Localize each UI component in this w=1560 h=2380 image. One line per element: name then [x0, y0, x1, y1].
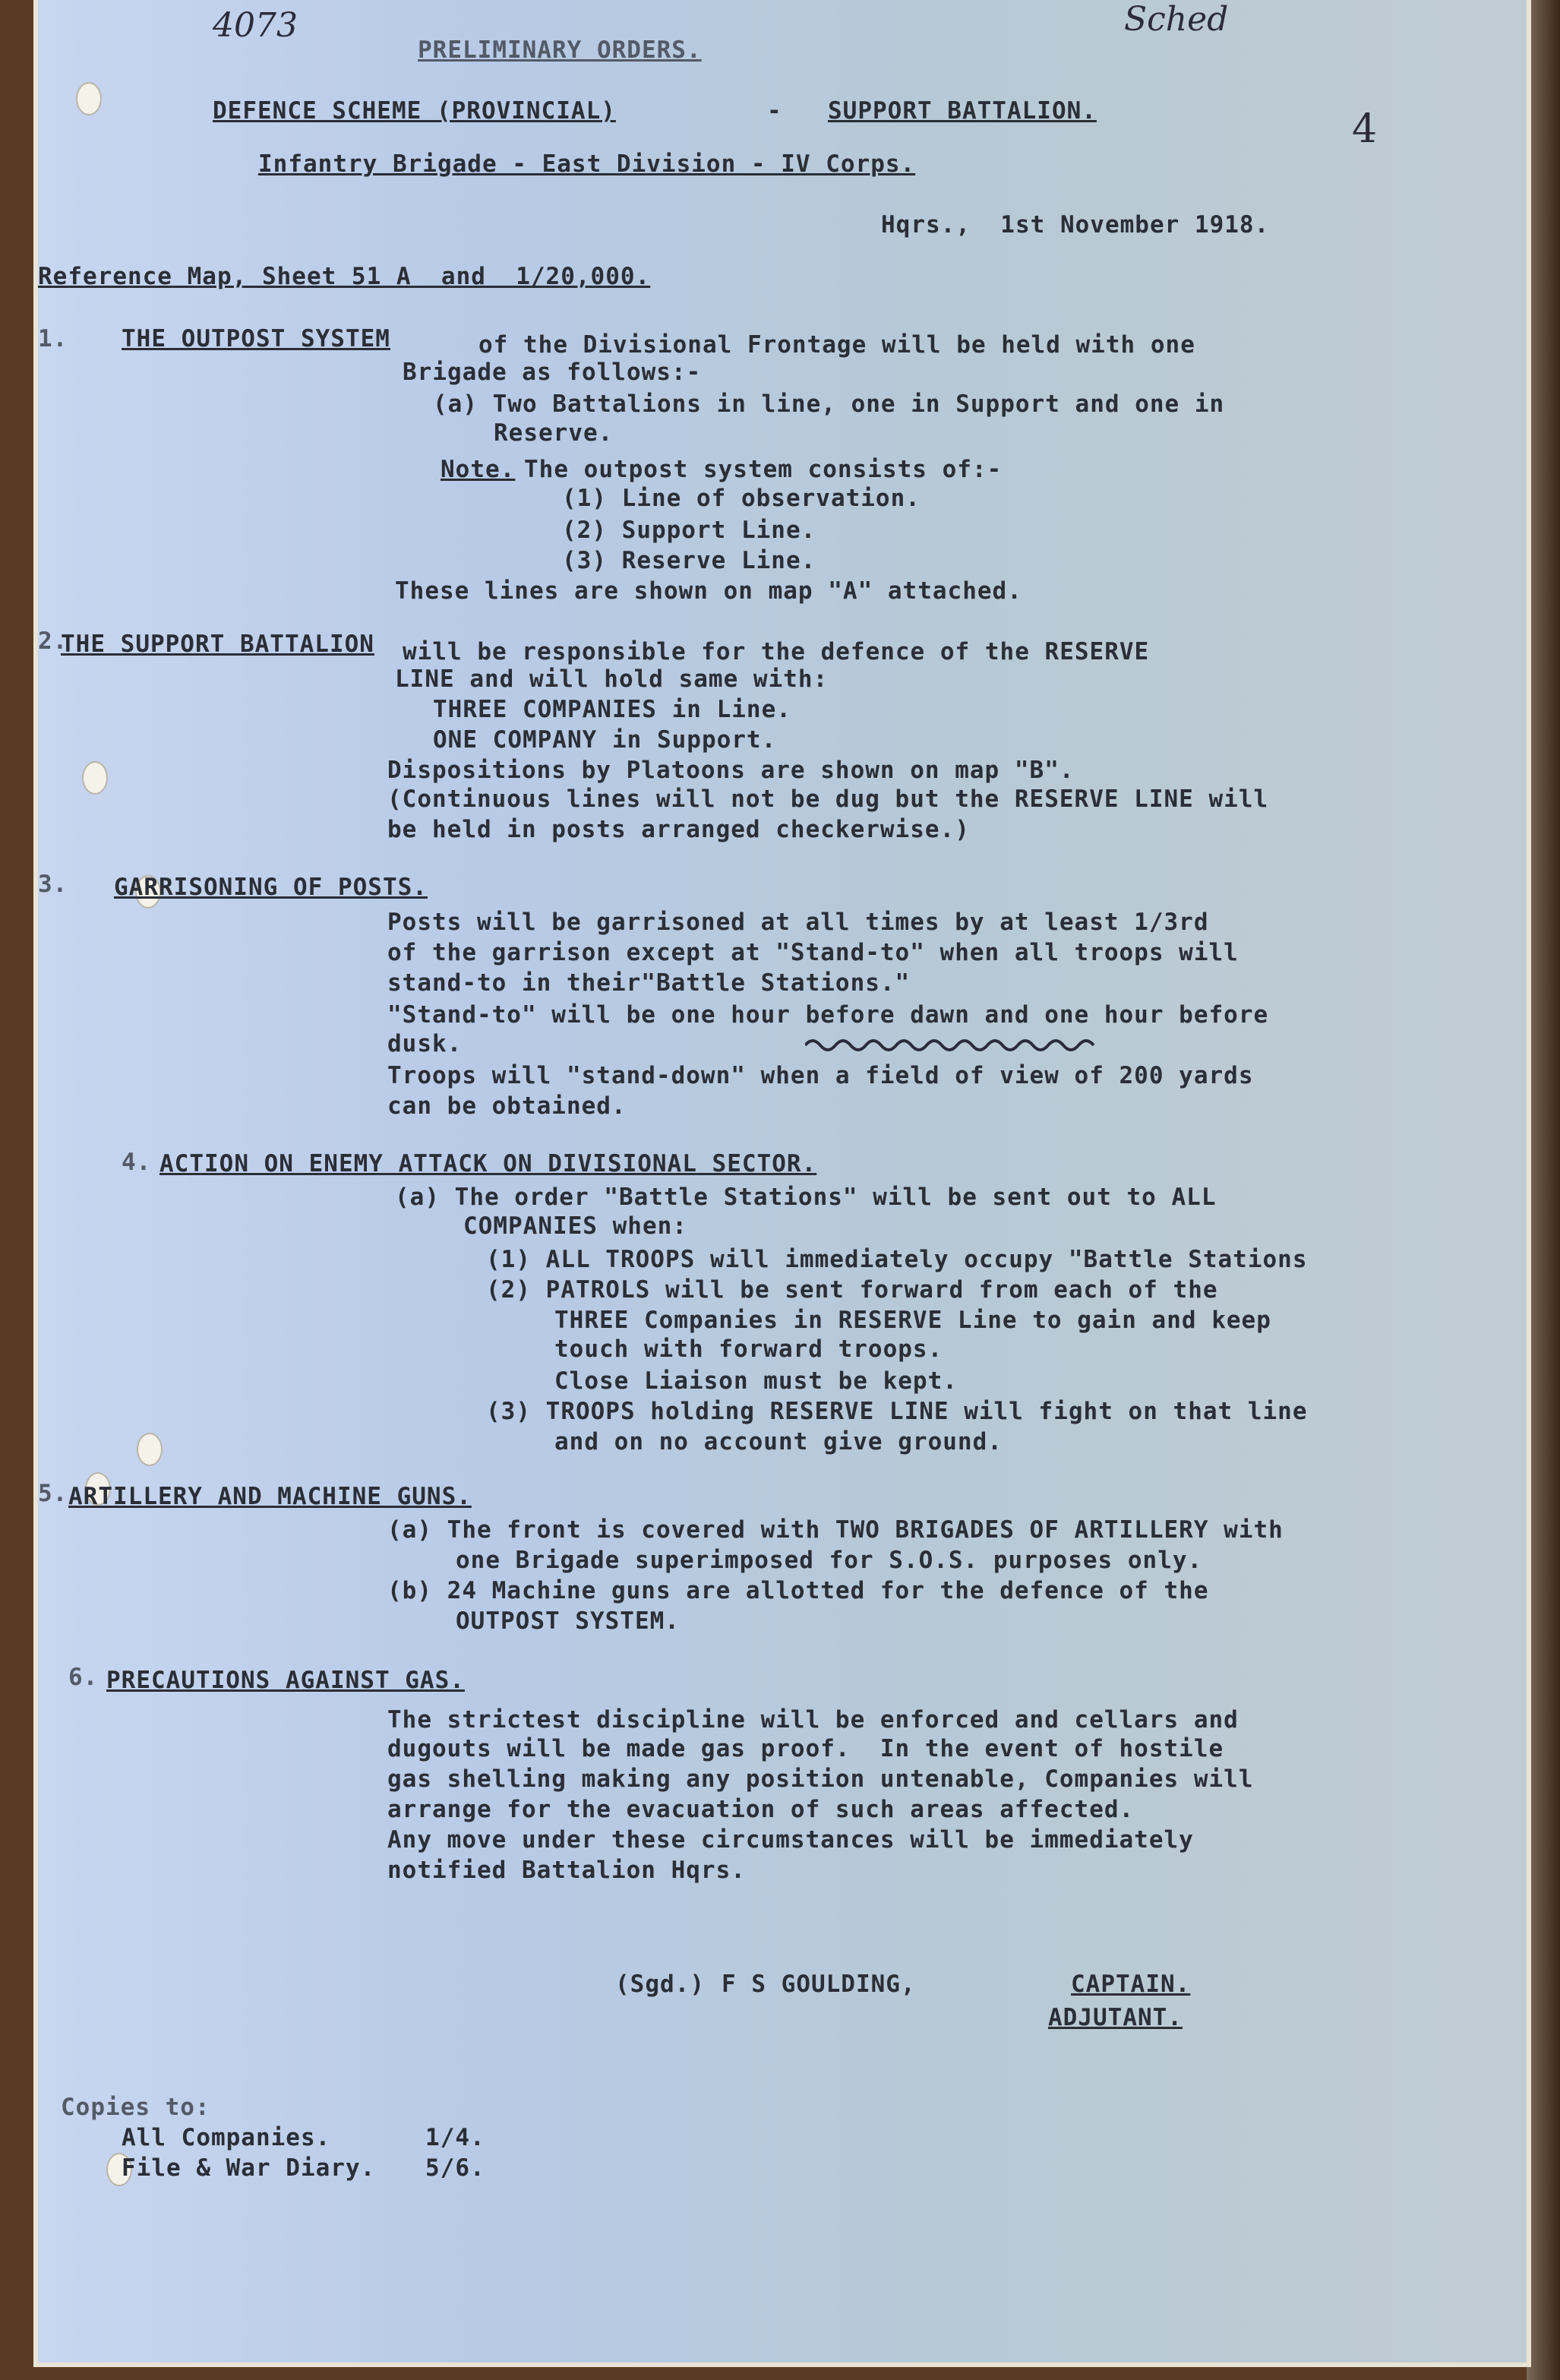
- section-4-line: COMPANIES when:: [463, 1212, 687, 1240]
- section-4-line: Close Liaison must be kept.: [554, 1367, 958, 1395]
- copies-number: 5/6.: [425, 2154, 485, 2182]
- section-4-line: (3) TROOPS holding RESERVE LINE will fight on that line: [486, 1398, 1308, 1425]
- section-3-heading: GARRISONING OF POSTS.: [114, 874, 428, 901]
- section-1-heading: THE OUTPOST SYSTEM: [122, 325, 390, 352]
- section-6-number: 6.: [68, 1664, 99, 1691]
- section-2-line: LINE and will hold same with:: [395, 665, 829, 693]
- copies-recipient: All Companies.: [122, 2124, 331, 2151]
- section-5-line: (b) 24 Machine guns are allotted for the defence of the: [387, 1577, 1209, 1604]
- section-4-heading: ACTION ON ENEMY ATTACK ON DIVISIONAL SECTOR.: [159, 1150, 817, 1177]
- punch-hole: [76, 82, 102, 115]
- desk-edge: [1527, 0, 1560, 2380]
- section-6-line: notified Battalion Hqrs.: [387, 1857, 746, 1884]
- section-5-number: 5.: [38, 1480, 68, 1507]
- copies-recipient: File & War Diary.: [122, 2154, 376, 2182]
- section-3-number: 3.: [38, 871, 68, 898]
- date-line: Hqrs., 1st November 1918.: [881, 211, 1270, 239]
- header-formation: Infantry Brigade - East Division - IV Corps.: [258, 150, 916, 178]
- handwritten-page-number: 4: [1352, 106, 1378, 152]
- section-3-line: can be obtained.: [387, 1092, 627, 1120]
- section-3-line: Troops will "stand-down" when a field of view of 200 yards: [387, 1062, 1254, 1089]
- document-page: [38, 0, 1527, 2363]
- section-1-line: of the Divisional Frontage will be held with one: [478, 331, 1195, 359]
- header-title: PRELIMINARY ORDERS.: [418, 36, 702, 64]
- section-3-line: of the garrison except at "Stand-to" when all troops will: [387, 939, 1239, 966]
- section-4-line: (2) PATROLS will be sent forward from each of the: [486, 1276, 1218, 1304]
- section-1-line: The outpost system consists of:-: [524, 456, 1003, 483]
- section-2-line: THREE COMPANIES in Line.: [433, 696, 791, 723]
- signature-rank: CAPTAIN.: [1071, 1971, 1191, 1998]
- handwritten-ref-number: 4073: [213, 6, 298, 45]
- section-2-line: ONE COMPANY in Support.: [433, 726, 777, 754]
- section-3-line: "Stand-to" will be one hour before dawn and one hour before: [387, 1001, 1269, 1029]
- section-2-line: be held in posts arranged checkerwise.): [387, 816, 970, 843]
- section-1-line: (1) Line of observation.: [562, 485, 921, 512]
- signature-name: F S GOULDING,: [722, 1971, 916, 1998]
- section-5-line: one Brigade superimposed for S.O.S. purposes only.: [456, 1547, 1203, 1574]
- section-5-line: OUTPOST SYSTEM.: [456, 1607, 680, 1635]
- section-1-note-label: Note.: [441, 456, 516, 483]
- section-6-line: arrange for the evacuation of such areas affected.: [387, 1796, 1135, 1823]
- section-2-line: (Continuous lines will not be dug but the RESERVE LINE will: [387, 785, 1269, 813]
- section-3-line: stand-to in their"Battle Stations.": [387, 969, 911, 997]
- section-4-line: (a) The order "Battle Stations" will be sent out to ALL: [395, 1184, 1217, 1211]
- section-6-line: Any move under these circumstances will be immediately: [387, 1826, 1194, 1854]
- header-battalion: SUPPORT BATTALION.: [828, 97, 1097, 125]
- punch-hole: [82, 761, 108, 795]
- punch-hole: [137, 1433, 163, 1466]
- section-3-line: Posts will be garrisoned at all times by at least 1/3rd: [387, 909, 1209, 936]
- handwritten-top-note: Sched: [1124, 0, 1229, 39]
- section-1-line: Brigade as follows:-: [403, 359, 702, 386]
- header-separator: -: [767, 97, 782, 125]
- section-6-line: The strictest discipline will be enforced and cellars and: [387, 1706, 1239, 1734]
- section-5-line: (a) The front is covered with TWO BRIGADES OF ARTILLERY with: [387, 1516, 1284, 1544]
- reference-line: Reference Map, Sheet 51 A and 1/20,000.: [38, 263, 651, 290]
- header-scheme: DEFENCE SCHEME (PROVINCIAL): [213, 97, 616, 125]
- section-4-line: (1) ALL TROOPS will immediately occupy "Battle Stations: [486, 1246, 1308, 1273]
- section-6-line: dugouts will be made gas proof. In the event of hostile: [387, 1735, 1224, 1762]
- section-4-line: and on no account give ground.: [554, 1428, 1003, 1455]
- section-6-heading: PRECAUTIONS AGAINST GAS.: [106, 1667, 465, 1694]
- section-4-line: THREE Companies in RESERVE Line to gain and keep: [554, 1307, 1271, 1334]
- section-3-line: dusk.: [387, 1030, 463, 1057]
- section-5-heading: ARTILLERY AND MACHINE GUNS.: [68, 1483, 472, 1510]
- signature-sgd: (Sgd.): [615, 1971, 705, 1998]
- copies-number: 1/4.: [425, 2124, 485, 2151]
- section-6-line: gas shelling making any position untenable, Companies will: [387, 1765, 1254, 1793]
- section-2-heading: THE SUPPORT BATTALION: [61, 631, 374, 658]
- section-1-line: Reserve.: [494, 419, 614, 447]
- copies-heading: Copies to:: [61, 2094, 210, 2121]
- section-1-line: (3) Reserve Line.: [562, 547, 816, 574]
- section-1-line: (a) Two Battalions in line, one in Support and one in: [433, 390, 1225, 418]
- section-2-number: 2.: [38, 627, 68, 655]
- section-4-line: touch with forward troops.: [554, 1335, 943, 1363]
- section-1-line: These lines are shown on map "A" attached.: [395, 577, 1022, 605]
- handwritten-correction-squiggle: [805, 1033, 1109, 1056]
- section-4-number: 4.: [122, 1149, 152, 1176]
- section-2-line: will be responsible for the defence of the RESERVE: [403, 638, 1150, 665]
- section-1-line: (2) Support Line.: [562, 517, 816, 544]
- section-2-line: Dispositions by Platoons are shown on map "B".: [387, 757, 1075, 784]
- section-1-number: 1.: [38, 325, 68, 352]
- signature-role: ADJUTANT.: [1048, 2004, 1183, 2031]
